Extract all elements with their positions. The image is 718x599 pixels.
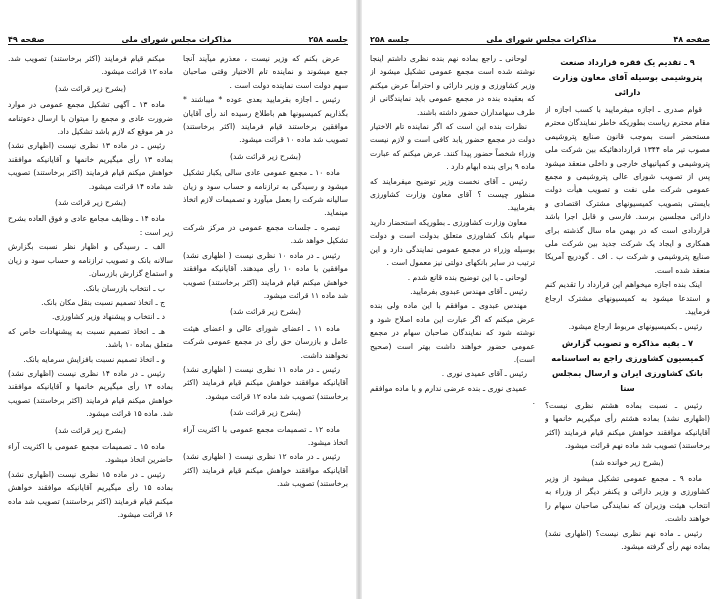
paragraph: ج ـ اتخاذ تصمیم نسبت بنقل مکان بانک. <box>41 297 165 307</box>
paragraph: رئیس ـ بکمیسیونهای مربوط ارجاع میشود. <box>568 321 702 331</box>
reading-note: (بشرح زیر قرائت شد) <box>55 425 126 435</box>
paragraph: رئیس ـ در ماده ۱۴ نظری نیست (اظهاری نشد) بماده ۱۴ رأی میگیریم خانمها و آقایانیکه موافقند خواهش میکنم قیام فرمایند (اکثر برخاستند) تصویب شد. ماده ۱۵ قرائت میشود. <box>8 368 173 419</box>
right-page-header <box>370 30 710 45</box>
paragraph: ماده ۱۵ ـ تصمیمات مجمع عمومی با اکثریت آراء حاضرین اتخاذ میشود. <box>8 441 173 465</box>
left-page-header <box>8 30 348 45</box>
running-title: مذاکرات مجلس شورای ملی <box>486 35 597 44</box>
paragraph: ماده ۱۴ ـ وظایف مجامع عادی و فوق العاده بشرح زیر است : <box>8 214 173 237</box>
paragraph: رئیس ـ در ماده ۱۳ نظری نیست (اظهاری نشد) بماده ۱۳ رأی میگیریم خانمها و آقایانیکه موافقند خواهش میکنم قیام فرمایند (اکثر برخاستند) تصویب شد ماده ۱۴ قرائت میشود. <box>8 141 173 191</box>
right-page-column-1 <box>545 52 710 589</box>
paragraph: هـ ـ اتخاذ تصمیم نسبت به پیشنهادات خاص که متعلق بماده ۱۰ باشد. <box>8 326 173 350</box>
reading-note: (بشرح زیر قرائت شد) <box>55 198 126 208</box>
paragraph: لوحانی ـ با این توضیح بنده قانع شدم . <box>407 272 527 282</box>
paragraph: اینک بنده اجازه میخواهم این قرارداد را تقدیم کنم و استدعا میشود به کمیسیونهای مشترک ارجاع فرمایید. <box>545 280 710 317</box>
session-number: جلسه ۲۵۸ <box>308 35 348 44</box>
paragraph: رئیس ـ ماده نهم نظری نیست؟ (اظهاری نشد) بماده نهم رأی گرفته میشود. <box>545 528 710 551</box>
paragraph: ماده ۱۳ ـ آگهی تشکیل مجمع عمومی در موارد ضرورت عادی و مجمع را میتوان با ارسال دعوتنامه در هر موقع که لازم باشد تشکیل داد. <box>8 100 173 137</box>
paragraph: د ـ انتخاب و پیشنهاد وزیر کشاورزی. <box>51 312 165 322</box>
paragraph: ب ـ انتخاب بازرسان بانک. <box>83 283 165 293</box>
running-title: مذاکرات مجلس شورای ملی <box>121 35 232 44</box>
left-page-column-1 <box>183 52 348 589</box>
paragraph: میکنم قیام فرمایند (اکثر برخاستند) تصویب شد. ماده ۱۲ قرائت میشود. <box>8 54 173 77</box>
paragraph: و ـ اتخاذ تصمیم نسبت بافزایش سرمایه بانک. <box>23 354 165 364</box>
paragraph: ماده ۱۱ ـ اعضای شورای عالی و اعضای هیئت عامل و بازرسان حق رأی در مجمع عمومی شرکت نخواهند داشت. <box>183 323 348 360</box>
paragraph: رئیس ـ اجازه بفرمایید بعدی عوده * میباشند * بگذاریم کمیسیونها هم باطلاع رسیده اند رأی آقایان موافقین برخاستند قیام فرمایند (اکثر برخاستند) تصویب شد ماده ۱۰ قرائت میشود. <box>183 95 348 145</box>
right-page-column-2 <box>370 52 535 589</box>
paragraph: ماده ۹ ـ مجمع عمومی تشکیل میشود از وزیر کشاورزی و وزیر دارائی و یکنفر دیگر از وزراء به انتخاب هیئت وزیران که نمایندگی صاحبان سهام را خواهند داشت. <box>545 473 710 524</box>
reading-note: (بشرح زیر قرائت شد) <box>55 83 126 93</box>
paragraph: رئیس ـ آقای نخست وزیر توضیح میفرمایند که منظور چیست ؟ آقای معاون وزارت کشاورزی بفرمایید. <box>370 176 535 213</box>
paragraph: قوام صدری ـ اجازه میفرمایید با کسب اجازه از مقام محترم ریاست بطوریکه خاطر نمایندگان محترم مستحضر است بموجب قانون صنایع پتروشیمی مصوب تیر ماه ۱۳۴۴ قراردادهائیکه بین شرکت ملی پتروشیمی و کمپانیهای خارجی و داخلی منعقد میشود پس از تصویب شورای عالی پتروشیمی و مجمع عمومی شرکت ملی نفت و تصویب هیأت دولت بایستی بتصویب کمیسیونهای مشترک اقتصادی و دارائی مجلسین برسد. فارسی و قابل اجرا باشد قراردادی است که در بهمن ماه سال گذشته برای همکاری و ایجاد یک شرکت جدید بین شرکت ملی صنایع پتروشیمی و شرکت ب . اف . گودریچ آمریکا منعقد شده است. <box>545 105 710 275</box>
reading-note: (بشرح زیر قرائت شد) <box>230 151 301 161</box>
paragraph: معاون وزارت کشاورزی ـ بطوریکه استحضار دارید سهام بانک کشاورزی متعلق بدولت است و دولت بوسیله وزراء در مجمع عمومی نمایندگی دارد و این ترتیب در سایر بانکهای دولتی نیز معمول است . <box>370 217 535 268</box>
section-heading: ۷ ـ بقیه مذاکره و تصویب گزارش کمیسیون کشاورزی راجع به اساسنامه بانک کشاورزی ایران و ارسال بمجلس سنا <box>551 337 704 393</box>
paragraph: ماده ۱۰ ـ مجمع عمومی عادی سالی یکبار تشکیل میشود و رسیدگی به ترازنامه و حساب سود و زیان سالیانه شرکت را بعمل میآورد و تصمیمات لازم اتخاذ مینماید. <box>183 168 348 218</box>
reading-note: (بشرح زیر خوانده شد) <box>591 457 664 467</box>
paragraph: رئیس ـ آقای عمیدی نوری . <box>441 369 527 379</box>
paragraph: رئیس ـ در ماده ۱۰ نظری نیست ( اظهاری نشد) موافقین با ماده ۱۰ رأی میدهند. آقایانیکه موافقند خواهش میکنم قیام فرمایند (اکثر برخاستند) تصویب شد ماده ۱۱ قرائت میشود. <box>183 250 348 300</box>
paragraph: الف ـ رسیدگی و اظهار نظر نسبت بگزارش سالانه بانک و تصویب ترازنامه و حساب سود و زیان و استماع گزارش بازرسان. <box>8 242 173 279</box>
paragraph: لوحانی ـ راجع بماده نهم بنده نظری داشتم اینجا نوشته شده است مجمع عمومی تشکیل میشود از وزیر کشاورزی و وزیر دارائی و احتراماً عرض میکنم که بعقیده بنده در مجمع عمومی باید نمایندگانی از طرف سهامداران حضور داشته باشند. <box>370 54 535 117</box>
paragraph: نظرات بنده این است که اگر نماینده تام الاختیار دولت در مجمع حضور یابد کافی است و لازم نیست وزراء شخصاً حضور پیدا کنند. عرض میکنم که عبارت ماده ۹ برای بنده ابهام دارد . <box>370 122 535 172</box>
reading-note: (بشرح زیر قرائت شد) <box>230 408 301 418</box>
left-page-column-2 <box>8 52 173 589</box>
paragraph: رئیس ـ آقای مهندس عبدوی بفرمایید. <box>410 286 527 296</box>
section-heading: ۹ ـ تقدیم یک فقره قرارداد صنعت پتروشیمی بوسیله آقای معاون وزارت دارائی <box>552 57 703 97</box>
left-page <box>0 0 356 599</box>
paragraph: رئیس ـ در ماده ۱۵ نظری نیست (اظهاری نشد) بماده ۱۵ رأی میگیریم آقایانیکه موافقند خواهش میکنم قیام فرمایند (اکثر برخاستند) تصویب شد ماده ۱۶ قرائت میشود. <box>8 469 173 519</box>
reading-note: (بشرح زیر قرائت شد) <box>230 307 301 317</box>
paragraph: عرض بکنم که وزیر نیست ، معذرم میآیند آنجا جمع میشوند و نماینده تام الاختیار وقتی صاحبان سهم دولت است نماینده دولت است . <box>183 54 348 90</box>
session-number: جلسه ۲۵۸ <box>370 35 410 44</box>
paragraph: عمیدی نوری ـ بنده عرضی ندارم و با ماده موافقم . <box>370 383 535 407</box>
paragraph: رئیس ـ نسبت بماده هشتم نظری نیست؟ (اظهاری نشد) بماده هشتم رأی میگیریم خانمها و آقایانیکه موافقند خواهش میکنم قیام فرمایند (اکثر برخاستند) تصویب شد ماده نهم قرائت میشود. <box>545 400 710 451</box>
right-page <box>362 0 718 599</box>
paragraph: ماده ۱۲ ـ تصمیمات مجمع عمومی با اکثریت آراء اتخاذ میشود. <box>183 424 348 447</box>
paragraph: تبصره ـ جلسات مجمع عمومی در مرکز شرکت تشکیل خواهد شد. <box>183 222 348 246</box>
paragraph: رئیس ـ در ماده ۱۱ نظری نیست ( اظهاری نشد) آقایانیکه موافقند خواهش میکنم قیام فرمایند (اکثر برخاستند) تصویب شد ماده ۱۲ قرائت میشود. <box>183 364 348 401</box>
paragraph: رئیس ـ در ماده ۱۲ نظری نیست ( اظهاری نشد) آقایانیکه موافقند خواهش میکنم قیام فرمایند (اکثر برخاستند) تصویب شد. <box>183 452 348 489</box>
paragraph: مهندس عبدوی ـ موافقم با این ماده ولی بنده عرض میکنم که اگر عبارت این ماده اصلاح شود و نوشته شود که نمایندگان صاحبان سهام در مجمع عمومی حضور خواهند داشت بهتر است (صحیح است). <box>370 301 535 364</box>
page-number: صفحه ۴۸ <box>673 35 710 44</box>
page-number: صفحه ۴۹ <box>8 35 45 44</box>
